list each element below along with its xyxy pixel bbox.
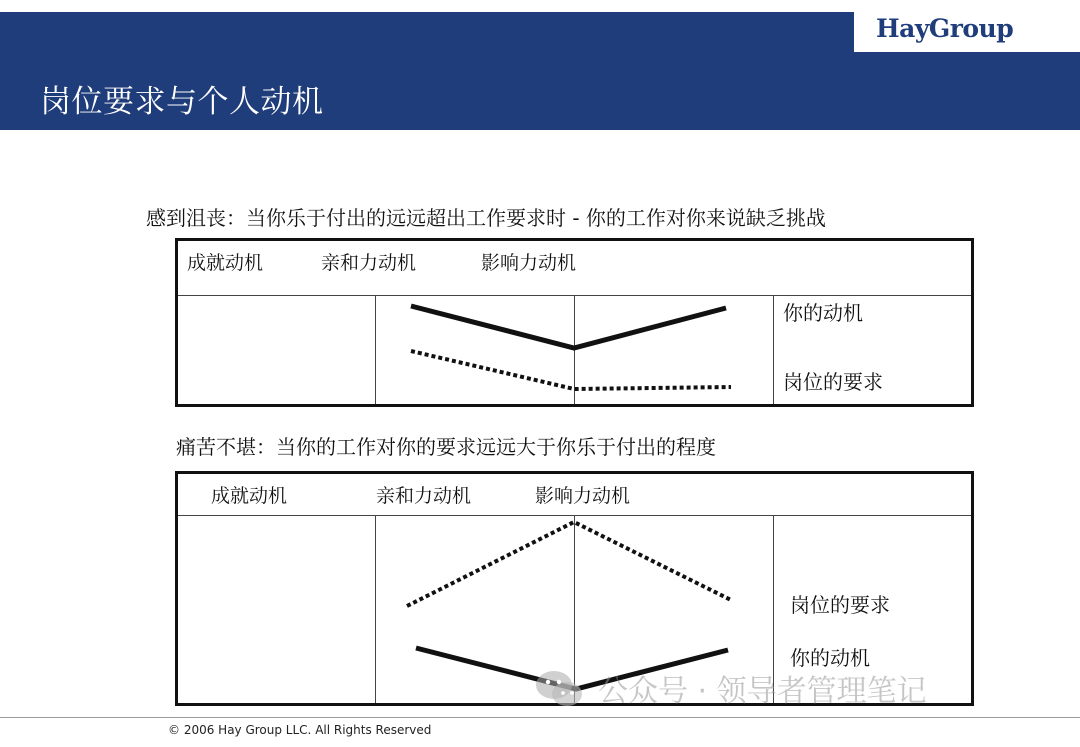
column-label-affiliation: 亲和力动机: [321, 252, 417, 274]
watermark-text: 公众号 · 领导者管理笔记: [598, 674, 927, 709]
column-label-influence: 影响力动机: [481, 252, 577, 274]
footer-divider: [0, 717, 1080, 718]
haygroup-logo: HayGroup: [876, 14, 1014, 43]
column-label-achievement: 成就动机: [187, 252, 264, 274]
your-motivation-line: [411, 306, 726, 348]
watermark: [534, 666, 927, 710]
copyright: © 2006 Hay Group LLC. All Rights Reserved: [168, 723, 432, 737]
column-label-influence: 影响力动机: [535, 485, 631, 507]
page-title: 岗位要求与个人动机: [40, 84, 324, 120]
job-requirement-line: [411, 351, 731, 389]
column-label-affiliation: 亲和力动机: [376, 485, 472, 507]
section-1-diagram: [175, 238, 974, 407]
column-label-achievement: 成就动机: [211, 485, 288, 507]
legend-job-requirement: 岗位的要求: [783, 370, 883, 394]
legend-job-requirement: 岗位的要求: [790, 593, 890, 617]
job-requirement-line: [407, 522, 731, 606]
legend-your-motivation: 你的动机: [790, 646, 870, 670]
section-2-caption: 痛苦不堪：当你的工作对你的要求远远大于你乐于付出的程度: [176, 435, 716, 459]
wechat-icon: [534, 668, 584, 708]
logo-box: [854, 12, 1080, 52]
legend-your-motivation: 你的动机: [783, 301, 863, 325]
section-1-caption: 感到沮丧：当你乐于付出的远远超出工作要求时 - 你的工作对你来说缺乏挑战: [146, 206, 826, 230]
